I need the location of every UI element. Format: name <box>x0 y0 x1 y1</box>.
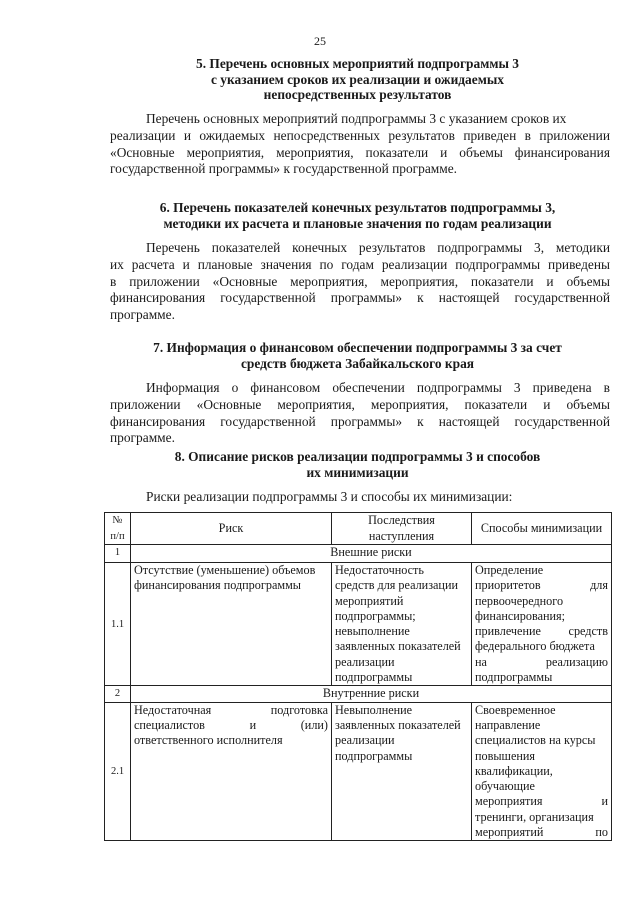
section-5-title <box>110 56 605 103</box>
row-num: 1.1 <box>105 563 131 686</box>
paragraph-line: Перечень показателей конечных результатов подпрограммы 3, методики <box>146 240 610 255</box>
table-row <box>105 702 612 841</box>
row-num: 2.1 <box>105 702 131 841</box>
section-6-title <box>110 200 605 231</box>
cell-line: специалистов и (или) <box>134 717 328 732</box>
cell-line: ответственного исполнителя <box>134 733 283 748</box>
cell-line: обучающие <box>475 779 535 794</box>
section-6-paragraph <box>110 240 610 324</box>
table-header-row <box>105 513 612 545</box>
paragraph-line: «Основные мероприятия, мероприятия, показатели и объемы финансирования <box>110 144 610 160</box>
header-risk: Риск <box>131 513 332 545</box>
table-row <box>105 563 612 686</box>
paragraph-line: финансирования государственной программы» к настоящей государственной <box>110 290 610 306</box>
header-consequences <box>332 513 472 545</box>
section-5-title-line: непосредственных результатов <box>263 87 452 102</box>
paragraph-line: программе. <box>110 307 175 323</box>
section-label: Внешние риски <box>131 545 612 563</box>
cell-line: Недостаточность <box>335 563 424 577</box>
section-5-title-line: 5. Перечень основных мероприятий подпрограммы 3 <box>196 56 519 71</box>
paragraph-line: Информация о финансовом обеспечении подпрограммы 3 приведена в <box>146 380 610 395</box>
section-8-title-line: 8. Описание рисков реализации подпрограммы 3 и способов <box>174 449 541 464</box>
paragraph-line: Перечень основных мероприятий подпрограммы 3 с указанием сроков их <box>146 111 567 126</box>
cell-line: Своевременное <box>475 702 556 717</box>
header-methods: Способы минимизации <box>472 513 612 545</box>
paragraph-line: в приложении «Основные мероприятия, мероприятия, показатели и объемы <box>110 273 610 289</box>
cell-line: федерального бюджета <box>475 639 595 654</box>
cell-line: Определение <box>475 563 544 577</box>
cell-line: приоритетов для <box>475 578 608 593</box>
header-num-line: п/п <box>110 530 125 542</box>
section-5-paragraph <box>110 111 610 178</box>
cell-line: мероприятий <box>335 593 404 608</box>
cell-line: привлечение средств <box>475 624 608 639</box>
cell-line: специалистов на курсы <box>475 733 596 748</box>
section-7-title-line: средств бюджета Забайкальского края <box>240 355 475 371</box>
methods-cell <box>472 702 612 841</box>
section-7-title <box>110 340 605 371</box>
section-8-intro: Риски реализации подпрограммы 3 и способы их минимизации: <box>146 489 513 504</box>
header-num <box>105 513 131 545</box>
cell-line: повышения <box>475 748 536 763</box>
cell-line: финансирования подпрограммы <box>134 578 301 593</box>
paragraph-line: их расчета и плановые значения по годам реализации подпрограммы приведены <box>110 256 610 272</box>
cell-line: квалификации, <box>475 763 553 778</box>
risk-cell <box>131 563 332 686</box>
cell-line: Невыполнение <box>335 702 413 717</box>
cell-line: реализации <box>335 654 395 669</box>
section-8-title <box>110 449 605 480</box>
cell-line: первоочередного <box>475 593 564 608</box>
cell-line: направление <box>475 717 541 732</box>
section-7-title-line: 7. Информация о финансовом обеспечении подпрограммы 3 за счет <box>153 340 562 355</box>
section-6-title-line: методики их расчета и плановые значения по годам реализации <box>163 215 552 231</box>
section-num: 2 <box>105 686 131 702</box>
section-num: 1 <box>105 545 131 563</box>
methods-cell <box>472 563 612 686</box>
cell-line: подпрограммы <box>335 670 413 685</box>
consequences-cell <box>332 702 472 841</box>
cell-line: заявленных показателей <box>335 717 461 732</box>
section-label: Внутренние риски <box>131 686 612 702</box>
cell-line: заявленных показателей <box>335 639 461 654</box>
paragraph-line: программе. <box>110 430 175 446</box>
table-section-row <box>105 545 612 563</box>
cell-line: невыполнение <box>335 624 410 639</box>
cell-line: средств для реализации <box>335 578 458 593</box>
cell-line: Отсутствие (уменьшение) объемов <box>134 563 316 577</box>
paragraph-line: государственной программы» к государственной программе. <box>110 161 458 177</box>
paragraph-line: финансирования государственной программы» к настоящей государственной <box>110 413 610 429</box>
cell-line: мероприятия и <box>475 794 608 809</box>
cell-line: подпрограммы <box>475 670 553 685</box>
cell-line: тренинги, организация <box>475 809 594 824</box>
table-section-row <box>105 686 612 702</box>
cell-line: финансирования; <box>475 608 566 623</box>
section-5-title-line: с указанием сроков их реализации и ожидаемых <box>211 71 504 87</box>
paragraph-line: реализации и ожидаемых непосредственных результатов приведен в приложении <box>110 127 610 143</box>
header-num-line: № <box>112 515 123 527</box>
cell-line: реализации <box>335 733 395 748</box>
consequences-cell <box>332 563 472 686</box>
paragraph-line: приложении «Основные мероприятия, мероприятия, показатели и объемы <box>110 396 610 412</box>
header-consequences-line: наступления <box>368 528 435 543</box>
cell-line: подпрограммы; <box>335 608 416 623</box>
section-7-paragraph <box>110 380 610 447</box>
header-consequences-line: Последствия <box>368 513 435 528</box>
section-6-title-line: 6. Перечень показателей конечных результатов подпрограммы 3, <box>159 200 556 215</box>
risks-table <box>104 512 612 841</box>
page-number: 25 <box>314 34 326 48</box>
cell-line: мероприятий по <box>475 825 608 840</box>
section-8-title-line: их минимизации <box>306 464 409 480</box>
risk-cell <box>131 702 332 841</box>
cell-line: подпрограммы <box>335 748 413 763</box>
cell-line: Недостаточная подготовка <box>134 702 328 717</box>
cell-line: на реализацию <box>475 654 608 669</box>
